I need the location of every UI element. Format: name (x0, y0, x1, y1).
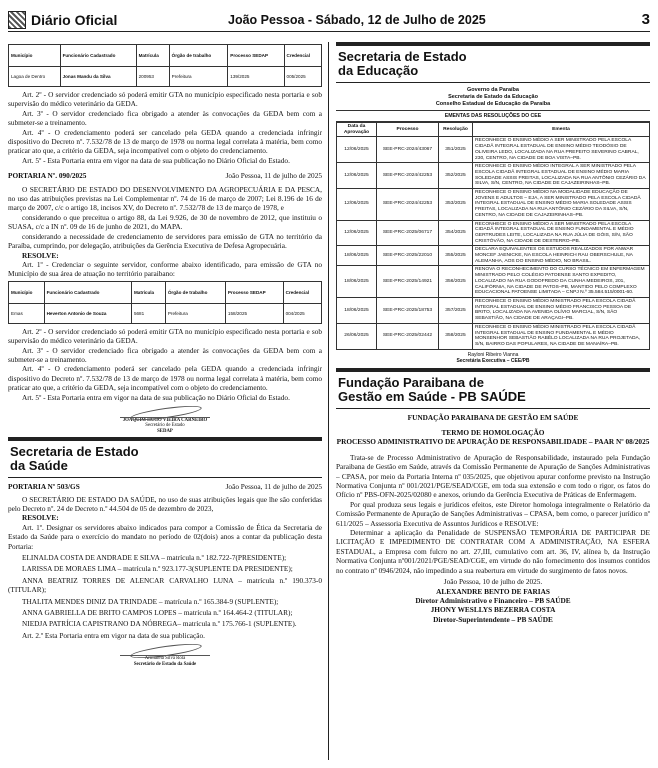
table-cell: 004/2025 (283, 303, 321, 323)
table-cell: SEE-PRC-2025/22010 (377, 246, 439, 266)
header-cell: Credencial (283, 281, 321, 303)
header-cell: Ementa (473, 123, 650, 137)
section-title-line: Fundação Paraibana de (338, 374, 484, 390)
page-number: 3 (641, 11, 650, 28)
article-paragraph: Art. 1º. Designar os servidores abaixo indicados para compor a Comissão de Ética da Secretaria de Estado da Saúde para o exercício do mandato no período de 02(dois) anos a contar da publicação desta Portaria: (8, 522, 322, 551)
section-title-pbsaude (336, 368, 650, 409)
table-cell: 139/2025 (228, 67, 284, 87)
member-item: ANNA GABRIELLA DE BRITO CAMPOS LOPES – matrícula n.º 164.464-2 (TITULAR); (22, 608, 293, 618)
table-cell: RECONHECE O ENSINO MÉDIO A SER MINISTRADO PELA ESCOLA CIDADÃ INTEGRAL ESTADUAL DE ENSINO FUNDAMENTAL E MÉDIO GERTRUDES LEITE, LOCALIZADA NA RUA JÚLIA DE GÓIS, S/N, SÃO CRISTÓVÃO, NA CIDADE DE DESTERRO–PB. (473, 220, 650, 246)
table-cell: 200953 (136, 67, 169, 87)
table-row (337, 323, 650, 349)
table-cell: Emas (9, 303, 45, 323)
section-title-line: da Saúde (10, 458, 68, 474)
signer-role: Diretor Administrativo e Financeiro – PB SAÚDE (415, 595, 571, 605)
column-divider (328, 42, 329, 760)
table-cell: 351/2025 (439, 137, 473, 163)
article-paragraph: Art. 2º - O servidor credenciado só poderá emitir GTA no município especificado nesta portaria e sob supervisão do médico veterinário da GEDA. (8, 90, 322, 109)
portaria-date: João Pessoa, 11 de julho de 2025 (225, 171, 322, 181)
section-title-line: da Educação (338, 63, 419, 78)
table-cell: 12/06/2025 (337, 189, 377, 221)
table-cell: RECONHECE O ENSINO MÉDIO NA MODALIDADE EDUCAÇÃO DE JOVENS E ADULTOS – EJA, A SER MINISTRADO PELA ESCOLA CIDADÃ INTEGRAL ESTADUAL DE ENSINO MÉDIO MARIA SOLEDADE ASSIS FREITAS, LOCALIZADA NA RUA ANTÔNIO CEZÁRIO DA SILVA, S/N, CENTRO, NA CIDADE DE CAJAZEIRINHAS–PB. (473, 189, 650, 221)
table-cell: 18/06/2025 (337, 297, 377, 323)
letterhead-line: Governo da Paraíba (467, 87, 519, 93)
saude-signature-block (8, 644, 322, 667)
table-cell: Jonas Mandu da Silva (60, 67, 136, 87)
table-cell: 26/06/2025 (337, 323, 377, 349)
table-cell: SEE-PRC-2025/02442 (377, 323, 439, 349)
newspaper-title: Diário Oficial (31, 11, 118, 28)
table-cell: Prefeitura (165, 303, 225, 323)
credential-table-1 (8, 44, 322, 87)
header-cell: Município (9, 281, 45, 303)
table-cell: 356/2025 (439, 266, 473, 298)
article-paragraph: Art. 5º - Esta Portaria entra em vigor na data de sua publicação no Diário Oficial do Estado. (22, 155, 290, 165)
table-cell: RECONHECE O ENSINO MÉDIO INTEGRAL A SER MINISTRADO PELA ESCOLA CIDADÃ INTEGRAL ESTADUAL DE ENSINO MÉDIO MARIA SOLEDADE ASSIS FREITAS, LOCALIZADA NA RUA ANTÔNIO CEZÁRIO DA SILVA, S/N, CENTRO, NA CIDADE DE CAJAZEIRINHAS–PB. (473, 163, 650, 189)
header-cell: Órgão de trabalho (165, 281, 225, 303)
signer-name: JHONY WESLLYS BEZERRA COSTA (430, 605, 556, 615)
header-cell: Matrícula (136, 45, 169, 67)
article-paragraph: Art. 5º - Esta Portaria entra em vigor na data de sua publicação no Diário Oficial do Estado. (22, 392, 290, 402)
table-cell: 355/2025 (439, 246, 473, 266)
considerando-paragraph: considerando o que preceitua o artigo 88, da Lei 9.926, de 30 de novembro de 2012, que instituiu o SUASA, c/c a IN nº. 09 de 16 de junho de 2021, do MAPA. (8, 212, 322, 232)
table-cell: 12/06/2025 (337, 220, 377, 246)
process-heading: PROCESSO ADMINISTRATIVO DE APURAÇÃO DE RESPONSABILIDADE – PAAR Nº 08/2025 (336, 437, 650, 447)
table-cell: Heverton Antonio de Souza (44, 303, 131, 323)
body-paragraph: Por qual produza seus legais e jurídicos efeitos, este Diretor homologa integralmente o Relatório da Comissão Permanente de Apuração de Sanções Administrativas – CPASA, bem como, o parecer jurídico nº 611/2025 – Assessoria Executiva de Assuntos Jurídicos e RESOLVE: (336, 499, 650, 528)
table-row (9, 67, 322, 87)
table-row (337, 220, 650, 246)
table-cell: SEE-PRC-2024/43067 (377, 137, 439, 163)
section-title-line: Secretaria de Estado (338, 49, 467, 64)
signer-name: Arimateia Silva Rola (144, 656, 186, 662)
resolve-label: RESOLVE: (22, 250, 59, 260)
section-title-saude (8, 437, 322, 478)
table-row (337, 137, 650, 163)
table-cell: 158/2025 (225, 303, 283, 323)
body-paragraph: Determinar a aplicação da Penalidade de SUSPENSÃO TEMPORÁRIA DE PARTICIPAR DE LICITAÇÃO E IMPEDIMENTO DE CONTRATAR COM A ADMINISTRAÇÃO, NA ESFERA ESTADUAL, a Empresa com fulcro no art. 27,III, cumulativo com art. 36, IV, alínea b, da Instrução Normativa Conjunta nº001/2021/PGE/SEAD/CGE, em virtude do não fornecimento dos insumos contidos no contrato nº 0946/2024, não impedindo a sua reabertura em virtude do surgimento de fatos novos. (336, 528, 650, 575)
portaria-heading (8, 171, 322, 180)
signer-role: Secretário de Estado da Saúde (133, 661, 197, 667)
table-cell: SEE-PRC-2024/42253 (377, 163, 439, 189)
education-signature (336, 352, 650, 364)
member-item: LARISSA DE MORAES LIMA – matrícula n.º 923.177-3(SUPLENTE DA PRESIDENTE); (22, 564, 293, 574)
portaria-date: João Pessoa, 11 de julho de 2025 (225, 482, 322, 492)
resolutions-table-body (337, 137, 650, 349)
letterhead-line: Secretaria de Estado da Educação (448, 94, 538, 100)
table-cell: RECONHECE O ENSINO MÉDIO MINISTRADO PELA ESCOLA CIDADÃ INTEGRAL ESTADUAL DE ENSINO MÉDIO FRANCISCO PESSOA DE BRITO, LOCALIZADA NA AVENIDA OLÍVIO MARCIAL, S/N, SÃO SEBASTIÃO, NA CIDADE DE ARAÇAGI–PB. (473, 297, 650, 323)
handwritten-signature-icon (120, 406, 210, 418)
table-cell: Lagoa de Dentro (9, 67, 61, 87)
header-cell: Resolução (439, 123, 473, 137)
letterhead-line: Conselho Estadual de Educação da Paraíba (435, 101, 551, 107)
portaria-number: PORTARIA Nº 503/GS (8, 482, 80, 492)
signing-date: João Pessoa, 10 de julho de 2025. (443, 577, 543, 587)
section-title-educacao (336, 42, 650, 83)
table-cell: 353/2025 (439, 189, 473, 221)
table-row (9, 303, 322, 323)
article-paragraph: Art. 2.º Esta Portaria entra em vigor na data de sua publicação. (22, 630, 205, 640)
signer-role: Secretária Executiva – CEE/PB (456, 357, 530, 364)
dateline: João Pessoa - Sábado, 12 de Julho de 2025 (228, 12, 486, 27)
table-cell: 358/2025 (439, 323, 473, 349)
table-row (337, 189, 650, 221)
member-item: ANNA BEATRIZ TORRES DE ALENCAR CARVALHO LUNA – matrícula n.º 190.373-0 (TITULAR); (8, 575, 322, 595)
table-cell: 005/2025 (284, 67, 321, 87)
table-row (337, 266, 650, 298)
table-cell: SEE-PRC-2024/42253 (377, 189, 439, 221)
article-paragraph: Art. 4º - O credenciamento poderá ser cancelado pela GEDA quando a credenciada infringir dispositivo do Decreto nº. 7.532/78 de 13 de março de 1978 ou norma legal correlata à matéria, bem como praticar ato que, a critério da GEDA, seja incompatível com o objeto do credenciamento. (8, 127, 322, 156)
resolve-label: RESOLVE: (22, 513, 59, 523)
table-cell: RECONHECE O ENSINO MÉDIO MINISTRADO PELA ESCOLA CIDADÃ INTEGRAL ESTADUAL DE ENSINO FUNDAMENTAL E MÉDIO MONSENHOR SEBASTIÃO RABÊLO LOCALIZADA NA RUA PROJETADA, S/N, BAIRRO DAS POPULARES, NA CIDADE DE MANAÍRA–PB. (473, 323, 650, 349)
member-item: THALITA MENDES DINIZ DA TRINDADE – matrícula n.º 165.384-9 (SUPLENTE); (22, 596, 279, 606)
header-cell: Município (9, 45, 61, 67)
section-title-line: Gestão em Saúde - PB SAÚDE (338, 388, 526, 404)
table-cell: DECLARA EQUIVALENTES OS ESTUDOS REALIZADOS POR ANWAR MONCEF JAENICKE, NA ESCOLA HEINRICH RAU OBERSCHULE, NA ALEMANHA, AOS DO ENSINO MÉDIO, NO BRASIL. (473, 246, 650, 266)
resolutions-subtitle: EMENTAS DAS RESOLUÇÕES DO CEE (336, 110, 650, 122)
masthead (0, 0, 658, 40)
member-item: NIEDJA PATRÍCIA CAPISTRANO DA NÓBREGA– matrícula n.º 175.766-1 (SUPLENTE). (22, 619, 297, 629)
table-cell: RENOVA O RECONHECIMENTO DO CURSO TÉCNICO EM ENFERMAGEM MINISTRADO PELO COLÉGIO PATOENSE SANTO EXPEDITO, LOCALIZADO NA RUA GODOFREDO DA CUNHA MEDEIROS, 201, CALIFÓRNIA, NA CIDADE DE PATOS–PB, MANTIDO PELO COMPLEXO EDUCACIONAL PATOENSE LIMITADA – CNPJ N.º 35.584.515/0001-60. (473, 266, 650, 298)
handwritten-signature-icon (120, 644, 210, 656)
left-column (8, 42, 322, 762)
portaria-number: PORTARIA Nº. 090/2025 (8, 171, 87, 181)
article-paragraph: Art. 4º - O credenciamento poderá ser cancelado pela GEDA quando a credenciada infringir dispositivo do Decreto nº. 7.532/78 de 13 de março de 1978 ou norma legal correlata à matéria, bem como praticar ato que, a critério da GEDA, seja incompatível com o objeto do credenciamento. (8, 364, 322, 393)
table-cell: SEE-PRC-2025/06717 (377, 220, 439, 246)
section-title-line: Secretaria de Estado (10, 444, 139, 460)
header-cell: Funcionário Cadastrado (60, 45, 136, 67)
table-cell: 18/06/2025 (337, 246, 377, 266)
table-cell: 357/2025 (439, 297, 473, 323)
table-cell: 12/06/2025 (337, 163, 377, 189)
header-cell: Data da Aprovação (337, 123, 377, 137)
member-item: ELINALDA COSTA DE ANDRADE E SILVA – matrícula n.º 182.722-7(PRESIDENTE); (22, 553, 287, 563)
table-row (337, 246, 650, 266)
header-cell: Processo SEDAP (225, 281, 283, 303)
table-header-row (9, 45, 322, 67)
table-cell: 354/2025 (439, 220, 473, 246)
table-row (337, 297, 650, 323)
table-cell: Prefeitura (169, 67, 228, 87)
signer-org: SEDAP (157, 428, 173, 434)
table-cell: 352/2025 (439, 163, 473, 189)
considerando-paragraph: considerando a necessidade de credenciamento de servidores para emissão de GTA no território da Paraíba, cumprindo, por delegação, atribuições da Gerência Executiva de Defesa Agropecuária. (8, 231, 322, 251)
preamble-paragraph: O SECRETÁRIO DE ESTADO DO DESENVOLVIMENTO DA AGROPECUÁRIA E DA PESCA, no uso das atribuições previstas na Lei Complementar nº. 74 de 16 de março de 2007; Lei 8.196 de 16 de março de 2007, c/c o artigo 18, incisos XV, do Decreto nº. 7.532/78 de 13 de março de 1978, e (8, 184, 322, 213)
table-cell: 12/06/2025 (337, 137, 377, 163)
table-row (337, 163, 650, 189)
resolutions-table (336, 122, 650, 350)
table-cell: SEE-PRC-2025/18753 (377, 297, 439, 323)
article-paragraph: Art. 3º - O servidor credenciado fica obrigado a atender às convocações da GEDA bem com a submeter-se a treinamento. (8, 345, 322, 364)
signer-name: JOAQUIM HUGO VIEIRA CARNEIRO (122, 417, 208, 423)
portaria-heading (8, 482, 322, 491)
header-cell: Matrícula (131, 281, 165, 303)
header-cell: Credencial (284, 45, 321, 67)
article-paragraph: Art. 1º - Credenciar o seguinte servidor, conforme abaixo identificado, para emissão de GTA no Município de sua área de atuação no território paraibano: (8, 259, 322, 279)
table-header-row (9, 281, 322, 303)
table-cell: RECONHECE O ENSINO MÉDIO A SER MINISTRADO PELA ESCOLA CIDADÃ INTEGRAL ESTADUAL DE ENSINO MÉDIO TEODÓSIO DE OLIVEIRA LEDO, LOCALIZADA NA RUA PREFEITO SEVERINO CABRAL, 230, CENTRO, NA CIDADE DE BOA VISTA–PB. (473, 137, 650, 163)
table-cell: 18/06/2025 (337, 266, 377, 298)
masthead-bar (8, 8, 650, 32)
header-cell: Funcionário Cadastrado (44, 281, 131, 303)
header-cell: Órgão de trabalho (169, 45, 228, 67)
document-type-heading: TERMO DE HOMOLOGAÇÃO (441, 428, 545, 438)
state-coat-of-arms-icon (8, 11, 26, 29)
signer-role: Secretário de Estado (145, 423, 185, 429)
signer-name: Rayloni Ribeiro Vianna (467, 351, 519, 358)
table-cell: 5681 (131, 303, 165, 323)
body-paragraph: Trata-se de Processo Administrativo de Apuração de Responsabilidade, instaurado pela Fundação Paraibana de Gestão em Saúde, através da Comissão Permanente de Apuração de Sanções Administrativas – CPASA, por meio da Portaria Interna nº 035/2025, que objetivou apurar conforme previsto na Instrução Normativa Conjunta nº 001/2021/PGE/SEAD/CGE, em toda sua extensão e com todo o rigor, os fatos do Ofício nº PBS-OFN-2025/02080 e anexos, oriundo da Gerência Executiva de Práticas de Enfermagem. (336, 452, 650, 500)
header-cell: Processo (377, 123, 439, 137)
right-column (336, 42, 650, 762)
table-header-row (337, 123, 650, 137)
signer-name: ALEXANDRE BENTO DE FARIAS (436, 586, 550, 596)
credential-table-2 (8, 281, 322, 324)
article-paragraph: Art. 3º - O servidor credenciado fica obrigado a atender às convocações da GEDA bem com a submeter-se a treinamento. (8, 108, 322, 128)
table-cell: SEE-PRC-2025/14921 (377, 266, 439, 298)
sedap-signature-block (8, 406, 322, 434)
header-cell: Processo SEDAP (228, 45, 284, 67)
article-paragraph: Art. 2º - O servidor credenciado só poderá emitir GTA no município especificado nesta portaria e sob supervisão do médico veterinário da GEDA. (8, 326, 322, 346)
organization-heading: FUNDAÇÃO PARAIBANA DE GESTÃO EM SAÚDE (407, 412, 579, 422)
signer-role: Diretor-Superintendente – PB SAÚDE (433, 614, 553, 624)
preamble-paragraph: O SECRETÁRIO DE ESTADO DA SAÚDE, no uso de suas atribuições legais que lhe são conferidas pelo Decreto nº. 24 de Decreto n.º 44.504 de 05 de dezembro de 2023, (8, 494, 322, 513)
education-letterhead (336, 87, 650, 108)
